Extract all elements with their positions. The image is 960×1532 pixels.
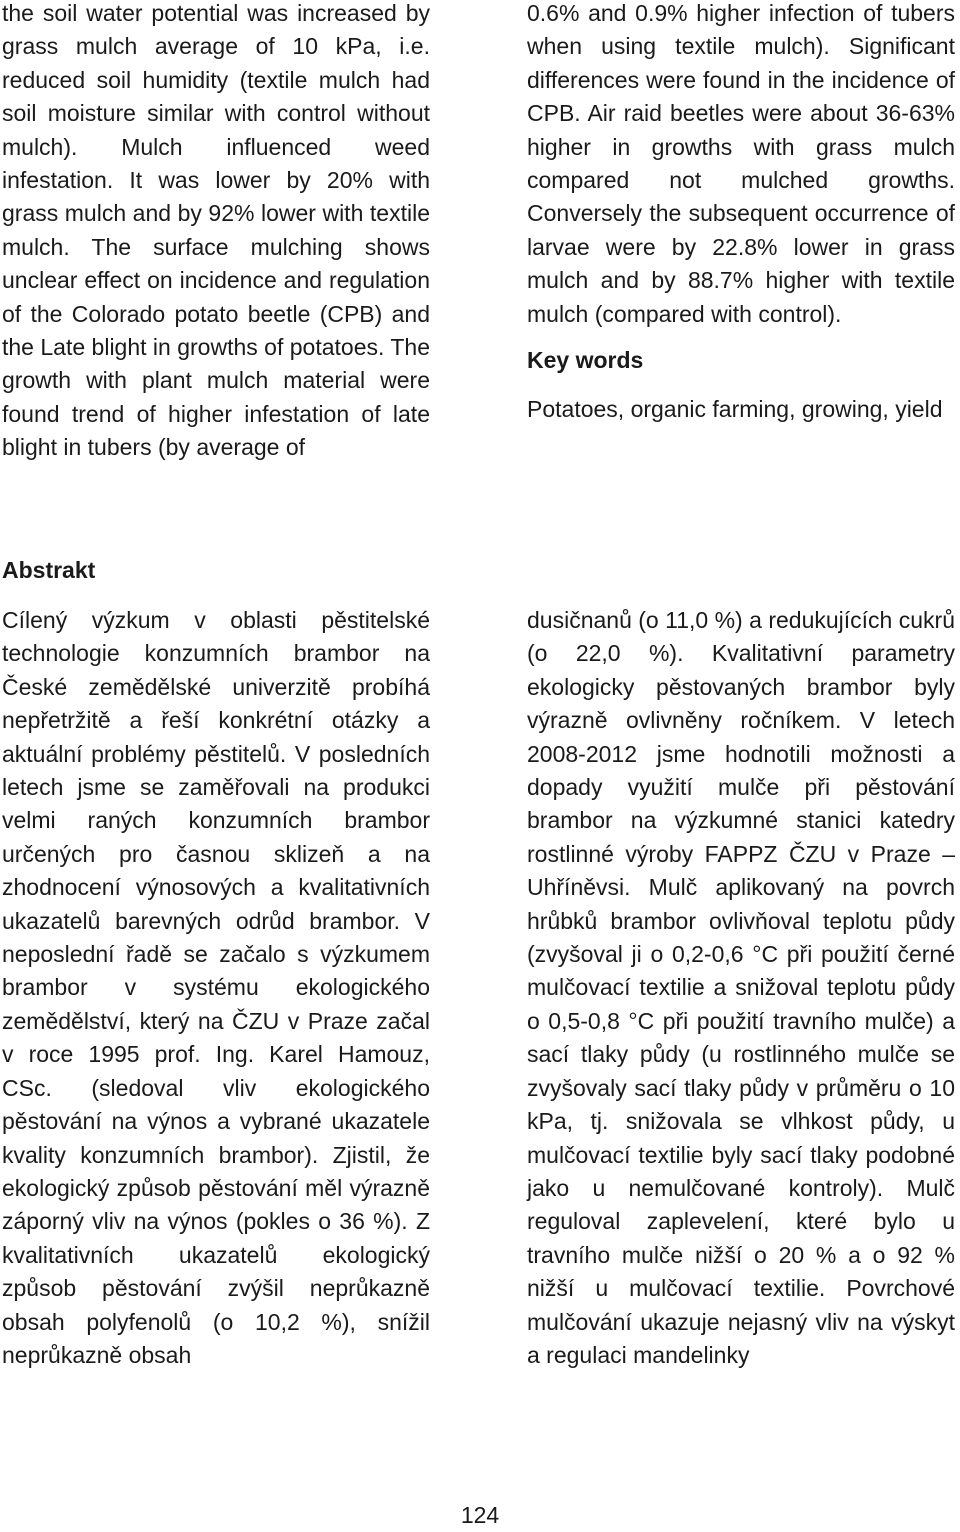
czech-abstract-left-column <box>2 604 430 1372</box>
czech-abstract-right-column <box>527 604 955 1372</box>
english-abstract-text-left: the soil water potential was increased by grass mulch average of 10 kPa, i.e. reduced soil humidity (textile mulch had soil moisture similar with control without mulch). Mulch influenced weed infestation. It was lower by 20% with grass mulch and by 92% lower with textile mulch. The surface mulching shows unclear effect on incidence and regulation of the Colorado potato beetle (CPB) and the Late blight in growths of potatoes. The growth with plant mulch material were found trend of higher infestation of late blight in tubers (by average of <box>2 0 430 461</box>
key-words-list: Potatoes, organic farming, growing, yield <box>527 396 943 423</box>
english-abstract-right-column <box>527 0 955 427</box>
english-abstract-left-column <box>2 0 430 465</box>
czech-abstract-text-left: Cílený výzkum v oblasti pěstitelské technologie konzumních brambor na České zemědělské univerzitě probíhá nepřetržitě a řeší konkrétní otázky a aktuální problémy pěstitelů. V posledních letech jsme se zaměřovali na produkci velmi raných konzumních brambor určených pro časnou sklizeň a na zhodnocení výnosových a kvalitativních ukazatelů barevných odrůd brambor. V neposlední řadě se začalo s výzkumem brambor v systému ekologického zemědělství, který na ČZU v Praze začal v roce 1995 prof. Ing. Karel Hamouz, CSc. (sledoval vliv ekologického pěstování na výnos a vybrané ukazatele kvality konzumních brambor). Zjistil, že ekologický způsob pěstování měl výrazně záporný vliv na výnos (pokles o 36 %). Z kvalitativních ukazatelů ekologický způsob pěstování zvýšil neprůkazně obsah polyfenolů (o 10,2 %), snížil neprůkazně obsah <box>2 607 430 1368</box>
english-abstract-text-right: 0.6% and 0.9% higher infection of tubers when using textile mulch). Significant differences were found in the incidence of CPB. Air raid beetles were about 36-63% higher in growths with grass mulch compared not mulched growths. Conversely the subsequent occurrence of larvae were by 22.8% lower in grass mulch and by 88.7% higher with textile mulch (compared with control). <box>527 0 955 327</box>
page-number: 124 <box>460 1502 500 1528</box>
abstrakt-heading: Abstrakt <box>2 557 96 583</box>
key-words-heading: Key words <box>527 347 644 374</box>
czech-abstract-text-right: dusičnanů (o 11,0 %) a redukujících cukrů (o 22,0 %). Kvalitativní parametry ekologicky pěstovaných brambor byly výrazně ovlivněny ročníkem. V letech 2008-2012 jsme hodnotili možnosti a dopady využití mulče při pěstování brambor na výzkumné stanici katedry rostlinné výroby FAPPZ ČZU v Praze – Uhříněvsi. Mulč aplikovaný na povrch hrůbků brambor ovlivňoval teplotu půdy (zvyšoval ji o 0,2-0,6 °C při použití černé mulčovací textilie a snižoval teplotu půdy o 0,5-0,8 °C při použití travního mulče) a sací tlaky půdy (u rostlinného mulče se zvyšovaly sací tlaky půdy v průměru o 10 kPa, tj. snižovala se vlhkost půdy, u mulčovací textilie byly sací tlaky podobné jako u nemulčované kontroly). Mulč reguloval zaplevelení, které bylo u travního mulče nižší o 20 % a o 92 % nižší u mulčovací textilie. Povrchové mulčování ukazuje nejasný vliv na výskyt a regulaci mandelinky <box>527 607 955 1368</box>
